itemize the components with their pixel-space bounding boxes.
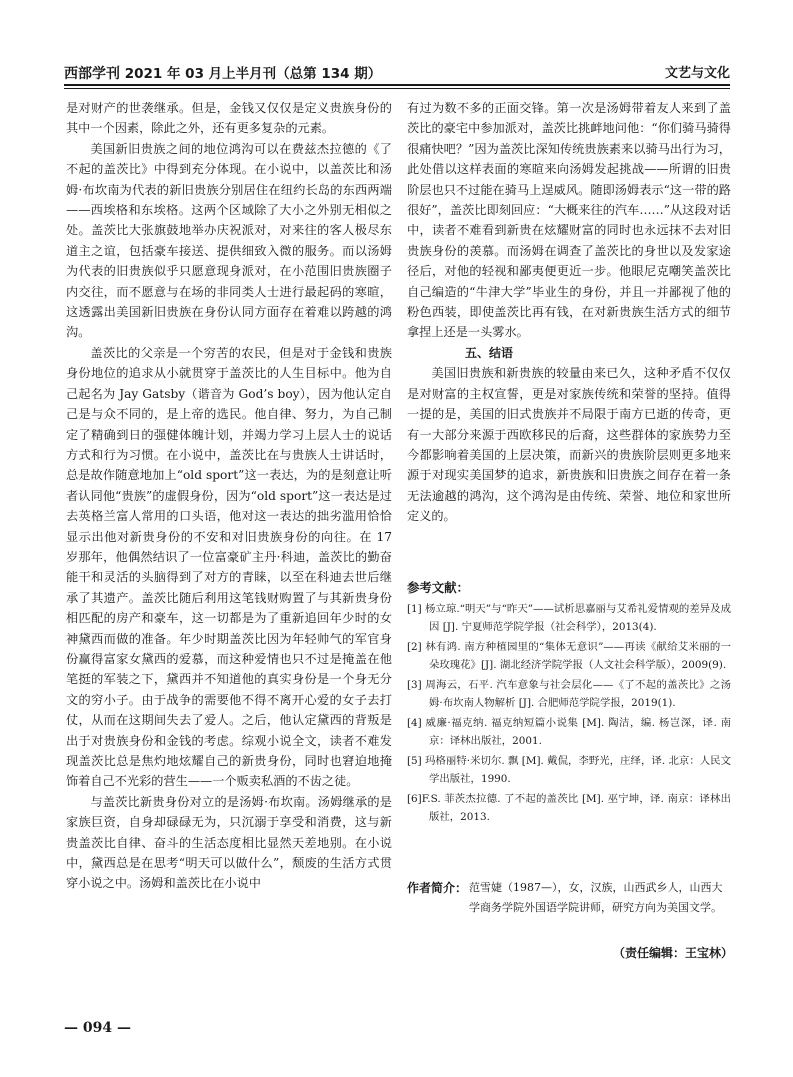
reference-item: [2] 林有鸿. 南方种植园里的“集体无意识”——再读《献给艾米丽的一朵玫瑰花》[J]. 湖北经济学院学报（人文社会科学版），2009(9).: [407, 641, 731, 671]
reference-item: [5] 玛格丽特·米切尔. 飘 [M]. 戴侃，李野光，庄绎，译. 北京：人民文学出版社，1990.: [407, 755, 731, 785]
conclusion-paragraph: 美国旧贵族和新贵族的较量由来已久，这种矛盾不仅仅是对财富的主权宣誓，更是对家族传统和荣誉的坚持。值得一提的是，美国的旧式贵族并不局限于南方已逝的传奇，更有一大部分来源于西欧移民的后裔，这些群体的家族势力至今都影响着美国的上层决策，而新兴的贵族阶层则更多地来源于对现实美国梦的追求，新贵族和旧贵族之间存在着一条无法逾越的鸿沟，这个鸿沟是由传统、荣誉、地位和家世所定义的。: [407, 366, 731, 524]
author-label: 作者简介：: [407, 881, 468, 895]
left-paragraph: 美国新旧贵族之间的地位鸿沟可以在费兹杰拉德的《了不起的盖茨比》中得到充分体现。在小说中，以盖茨比和汤姆·布坎南为代表的新旧贵族分别居住在纽约长岛的东西两端——西埃格和东埃格。这两个区域除了大小之外别无相似之处。盖茨比大张旗鼓地举办庆祝派对，对来往的客人极尽东道主之谊，包括豪车接送、提供细致入微的服务。而以汤姆为代表的旧贵族似乎只愿意现身派对，在小范围旧贵族圈子内交往，而不愿意与在场的非同类人士进行最起码的寒暄，这透露出美国新旧贵族在身份认同方面存在着难以跨越的鸿沟。: [66, 141, 392, 340]
page-number: — 094 —: [64, 1020, 131, 1036]
page-header: [64, 58, 730, 84]
editor-credit: （责任编辑：王宝林）: [612, 946, 733, 960]
author-text: 范雪婕（1987—），女，汉族，山西武乡人，山西大学商务学院外国语学院讲师，研究方向为美国文学。: [469, 881, 723, 914]
header-rule: [64, 84, 730, 86]
section-title: 文艺与文化: [664, 66, 730, 81]
reference-item: [6]F.S. 菲茨杰拉德. 了不起的盖茨比 [M]. 巫宁坤，译. 南京：译林出版社，2013.: [407, 793, 731, 823]
left-column: [66, 98, 392, 894]
reference-item: [1] 杨立琼.“明天”与“昨天”——试析思嘉丽与艾希礼爱情观的差异及成因 [J]. 宁夏师范学院学报（社会科学），2013(4).: [407, 603, 731, 633]
reference-list: [407, 600, 731, 826]
references: [407, 578, 731, 828]
issue-info: 2021 年 03 月上半月刊（总第 134 期）: [124, 66, 382, 82]
right-column: [407, 98, 731, 527]
author-bio: [407, 878, 731, 918]
journal-logo: 西部学刊: [64, 66, 120, 82]
header-rule-thin: [64, 88, 730, 89]
reference-item: [4] 威廉·福克纳. 福克纳短篇小说集 [M]. 陶洁，编. 杨岂深，译. 南京：译林出版社，2001.: [407, 717, 731, 747]
left-paragraph: 盖茨比的父亲是一个穷苦的农民，但是对于金钱和贵族身份地位的追求从小就贯穿于盖茨比的人生目标中。他为自己起名为 Jay Gatsby（谐音为 God’s boy），因为他认定自己是与众不同的，是上帝的选民。他自律、努力，为自己制定了精确到日的强健体魄计划，并竭力学习上层人士的说话方式和行为习惯。在小说中，盖茨比在与贵族人士讲话时，总是故作随意地加上“old sport”这一表达，为的是刻意让听者认同他“贵族”的虚假身份，因为“old sport”这一表达是过去英格兰富人常用的口头语，他对这一表达的拙劣滥用恰恰显示出他对新贵身份的不安和对旧贵族身份的向往。在 17 岁那年，他偶然结识了一位富豪矿主丹·科迪，盖茨比的勤奋能干和灵活的头脑得到了对方的青睐，以至在科迪去世后继承了其遗产。盖茨比随后利用这笔钱财购置了与其新贵身份相匹配的房产和豪车，这一切都是为了重新追回年少时的女神黛西而做的准备。年少时期盖茨比因为年轻帅气的军官身份赢得富家女黛西的爱慕，而这种爱情也只不过是掩盖在他笔挺的军装之下，黛西并不知道他的真实身份是一个身无分文的穷小子。由于战争的需要他不得不离开心爱的女子去打仗，从而在这期间失去了爱人。之后，他认定黛西的背叛是出于对贵族身份和金钱的考虑。综观小说全文，读者不难发现盖茨比总是焦灼地炫耀自己的新贵身份，同时也窘迫地掩饰着自己不光彩的营生——一个贩卖私酒的不齿之徒。: [66, 345, 392, 789]
right-paragraph: 有过为数不多的正面交锋。第一次是汤姆带着友人来到了盖茨比的豪宅中参加派对，盖茨比挑衅地问他：“你们骑马骑得很痛快吧？”因为盖茨比深知传统贵族素来以骑马出行为习，此处借以这样表面的寒暄来向汤姆发起挑战——所谓的旧贵阶层也只不过能在骑马上逞威风。随即汤姆表示“这一带的路很好”，盖茨比即刻回应：“大概来往的汽车……”从这段对话中，读者不难看到新贵在炫耀财富的同时也永远抹不去对旧贵族身份的羡慕。而汤姆在调查了盖茨比的身世以及发家途径后，对他的轻视和鄙夷便更近一步。他眼尼克嘲笑盖茨比自己编造的“牛津大学”毕业生的身份，并且一并鄙视了他的粉色西装，即使盖茨比再有钱，在对新贵族生活方式的细节拿捏上还是一头雾水。: [407, 101, 731, 340]
references-title: 参考文献：: [407, 580, 469, 595]
left-paragraph: 是对财产的世袭继承。但是，金钱又仅仅是定义贵族身份的其中一个因素，除此之外，还有更多复杂的元素。: [66, 101, 392, 136]
journal-issue-line: [64, 62, 381, 83]
section-heading: 五、结语: [465, 345, 514, 360]
left-paragraph: 与盖茨比新贵身份对立的是汤姆·布坎南。汤姆继承的是家族巨资，自身却碌碌无为，只沉溺于享受和消费，这与新贵盖茨比自律、奋斗的生活态度相比显然天差地别。在小说中，黛西总是在思考“明天可以做什么”，颓废的生活方式贯穿小说之中。汤姆和盖茨比在小说中: [66, 794, 392, 891]
reference-item: [3] 周海云，石平. 汽车意象与社会层化——《了不起的盖茨比》之汤姆·布坎南人物解析 [J]. 合肥师范学院学报，2019(1).: [407, 679, 731, 709]
